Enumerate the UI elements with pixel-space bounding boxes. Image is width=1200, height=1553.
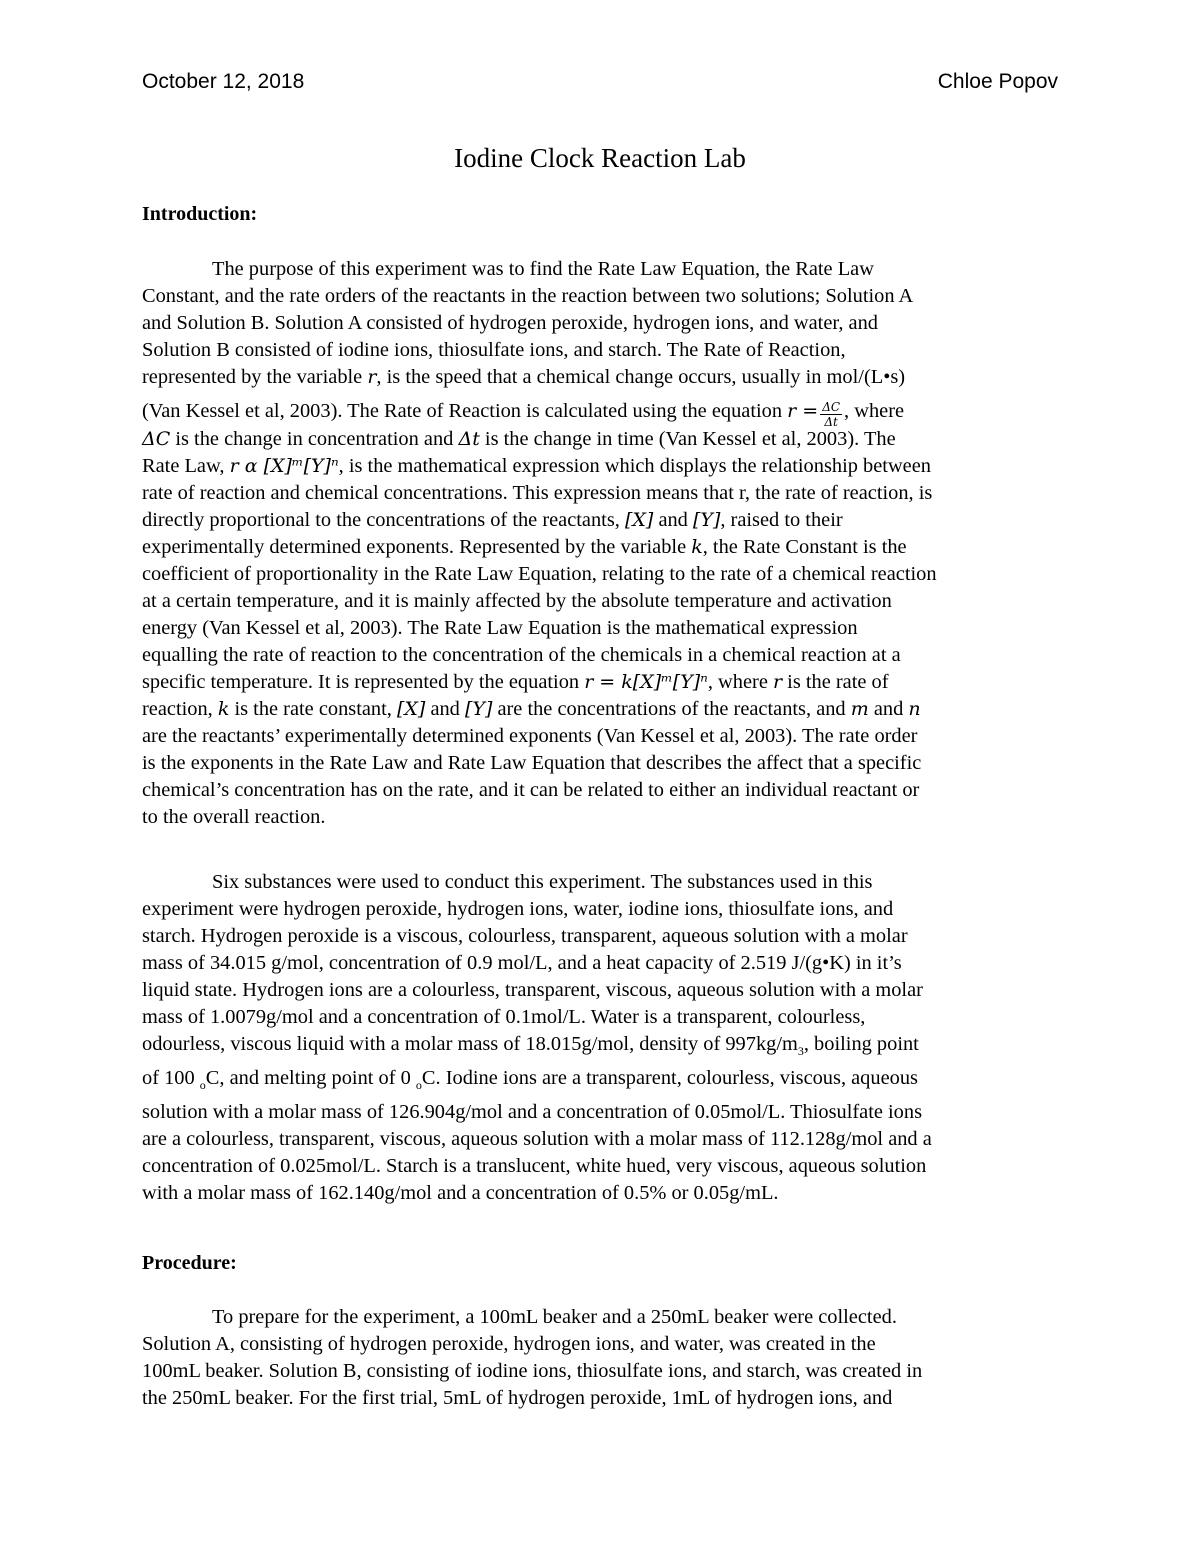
math-variable: k — [691, 536, 703, 558]
math-variable: Δt — [458, 428, 480, 450]
text-run: , where — [844, 400, 905, 422]
paragraph-line — [142, 534, 1072, 561]
paragraph-line — [142, 669, 1072, 696]
text-run: represented by the variable — [142, 366, 368, 388]
text-run: is the change in concentration and — [170, 428, 459, 450]
math-variable: r — [772, 671, 783, 693]
math-variable: [Y] — [464, 698, 493, 720]
subscript: o — [415, 1078, 422, 1093]
text-run: , boiling point — [803, 1033, 919, 1055]
header-author: Chloe Popov — [937, 70, 1058, 93]
header-date: October 12, 2018 — [142, 70, 305, 93]
page-header — [142, 70, 1058, 94]
paragraph-line: are the reactants’ experimentally determined exponents (Van Kessel et al, 2003). The rate order — [142, 725, 918, 747]
math-equation: r = — [787, 400, 819, 422]
paragraph-line: experiment were hydrogen peroxide, hydrogen ions, water, iodine ions, thiosulfate ions, and — [142, 898, 894, 920]
introduction-heading: Introduction: — [142, 203, 258, 225]
paragraph-line: rate of reaction and chemical concentrations. This expression means that r, the rate of reaction, is — [142, 482, 933, 504]
paragraph-line: equalling the rate of reaction to the concentration of the chemicals in a chemical reaction at a — [142, 644, 901, 666]
rate-fraction — [820, 401, 842, 428]
text-run: and — [868, 698, 909, 720]
math-variable: m — [850, 698, 869, 720]
math-variable: n — [908, 698, 921, 720]
paragraph-line: at a certain temperature, and it is mainly affected by the absolute temperature and activation — [142, 590, 892, 612]
paragraph-line: chemical’s concentration has on the rate, and it can be related to either an individual reactant or — [142, 779, 920, 801]
text-run: and — [425, 698, 465, 720]
paragraph-line: Six substances were used to conduct this experiment. The substances used in this — [212, 871, 873, 893]
math-variable: [X] — [396, 698, 426, 720]
procedure-heading: Procedure: — [142, 1252, 237, 1274]
text-run: , is the speed that a chemical change occurs, usually in mol/(L•s) — [376, 366, 906, 388]
paragraph-line — [142, 426, 1072, 453]
math-variable: r — [367, 366, 377, 388]
paragraph-line: solution with a molar mass of 126.904g/mol and a concentration of 0.05mol/L. Thiosulfate ions — [142, 1101, 923, 1124]
text-run: odourless, viscous liquid with a molar mass of 18.015g/mol, density of 997kg/m — [142, 1033, 798, 1055]
paragraph-line: 100mL beaker. Solution B, consisting of iodine ions, thiosulfate ions, and starch, was created in — [142, 1360, 923, 1382]
introduction-paragraph-1 — [142, 256, 1072, 831]
paragraph-line: starch. Hydrogen peroxide is a viscous, colourless, transparent, aqueous solution with a molar — [142, 925, 908, 947]
introduction-paragraph-2 — [142, 869, 1072, 1207]
paragraph-line — [142, 1031, 1072, 1065]
paragraph-line — [142, 696, 1072, 723]
text-run: C. Iodine ions are a transparent, colourless, viscous, aqueous — [421, 1067, 918, 1090]
math-variable: [Y] — [692, 509, 721, 531]
text-run: reaction, — [142, 698, 218, 720]
math-equation: r = k[X]ᵐ[Y]ⁿ — [584, 671, 708, 693]
paragraph-line — [142, 453, 1072, 480]
text-run: is the rate of — [782, 671, 889, 693]
text-run: , where — [707, 671, 773, 693]
paragraph-line: liquid state. Hydrogen ions are a colourless, transparent, viscous, aqueous solution with a molar — [142, 979, 923, 1001]
text-run: directly proportional to the concentrations of the reactants, — [142, 509, 625, 531]
text-run: and — [653, 509, 693, 531]
text-run: (Van Kessel et al, 2003). The Rate of Reaction is calculated using the equation — [142, 400, 788, 422]
text-run: , raised to their — [720, 509, 843, 531]
paragraph-line — [142, 391, 1072, 429]
paragraph-line: energy (Van Kessel et al, 2003). The Rate Law Equation is the mathematical expression — [142, 617, 858, 639]
fraction-denominator: Δt — [824, 415, 838, 429]
paragraph-line: To prepare for the experiment, a 100mL beaker and a 250mL beaker were collected. — [212, 1306, 897, 1328]
document-title: Iodine Clock Reaction Lab — [454, 143, 746, 173]
paragraph-line: concentration of 0.025mol/L. Starch is a translucent, white hued, very viscous, aqueous solution — [142, 1155, 927, 1178]
paragraph-line: the 250mL beaker. For the first trial, 5mL of hydrogen peroxide, 1mL of hydrogen ions, and — [142, 1387, 893, 1409]
fraction-numerator: ΔC — [822, 400, 841, 414]
text-run: , is the mathematical expression which displays the relationship between — [338, 455, 931, 477]
paragraph-line — [142, 364, 1072, 391]
text-run: are the concentrations of the reactants, and — [492, 698, 851, 720]
math-equation: r α [X]ᵐ[Y]ⁿ — [229, 455, 339, 477]
paragraph-line — [142, 1065, 1072, 1099]
paragraph-line: Constant, and the rate orders of the reactants in the reaction between two solutions; Solution A — [142, 285, 914, 307]
paragraph-line: are a colourless, transparent, viscous, aqueous solution with a molar mass of 112.128g/mol and a — [142, 1128, 932, 1151]
paragraph-line: Solution A, consisting of hydrogen peroxide, hydrogen ions, and water, was created in the — [142, 1333, 876, 1355]
text-run: C, and melting point of 0 — [205, 1067, 416, 1090]
paragraph-line: mass of 1.0079g/mol and a concentration of 0.1mol/L. Water is a transparent, colourless, — [142, 1006, 866, 1028]
paragraph-line: is the exponents in the Rate Law and Rate Law Equation that describes the affect that a specific — [142, 752, 922, 774]
paragraph-line: to the overall reaction. — [142, 806, 326, 828]
paragraph-line: The purpose of this experiment was to find the Rate Law Equation, the Rate Law — [212, 258, 874, 280]
text-run: experimentally determined exponents. Represented by the variable — [142, 536, 692, 558]
math-variable: [X] — [624, 509, 654, 531]
text-run: of 100 — [142, 1067, 200, 1090]
text-run: , the Rate Constant is the — [702, 536, 907, 558]
math-variable: k — [217, 698, 230, 720]
text-run: is the rate constant, — [229, 698, 397, 720]
text-run: Rate Law, — [142, 455, 230, 477]
text-run: is the change in time (Van Kessel et al, 2003). The — [479, 428, 896, 450]
subscript: o — [199, 1078, 206, 1093]
paragraph-line: Solution B consisted of iodine ions, thiosulfate ions, and starch. The Rate of Reaction, — [142, 339, 846, 361]
paragraph-line: with a molar mass of 162.140g/mol and a concentration of 0.5% or 0.05g/mL. — [142, 1182, 779, 1205]
procedure-paragraph-1 — [142, 1304, 1072, 1412]
text-run: specific temperature. It is represented by the equation — [142, 671, 585, 693]
paragraph-line — [142, 507, 1072, 534]
paragraph-line: mass of 34.015 g/mol, concentration of 0.9 mol/L, and a heat capacity of 2.519 J/(g•K) in it’s — [142, 952, 902, 974]
subscript: 3 — [797, 1044, 804, 1059]
paragraph-line: and Solution B. Solution A consisted of hydrogen peroxide, hydrogen ions, and water, and — [142, 312, 878, 334]
math-variable: ΔC — [142, 428, 171, 450]
paragraph-line: coefficient of proportionality in the Rate Law Equation, relating to the rate of a chemical reaction — [142, 563, 937, 585]
